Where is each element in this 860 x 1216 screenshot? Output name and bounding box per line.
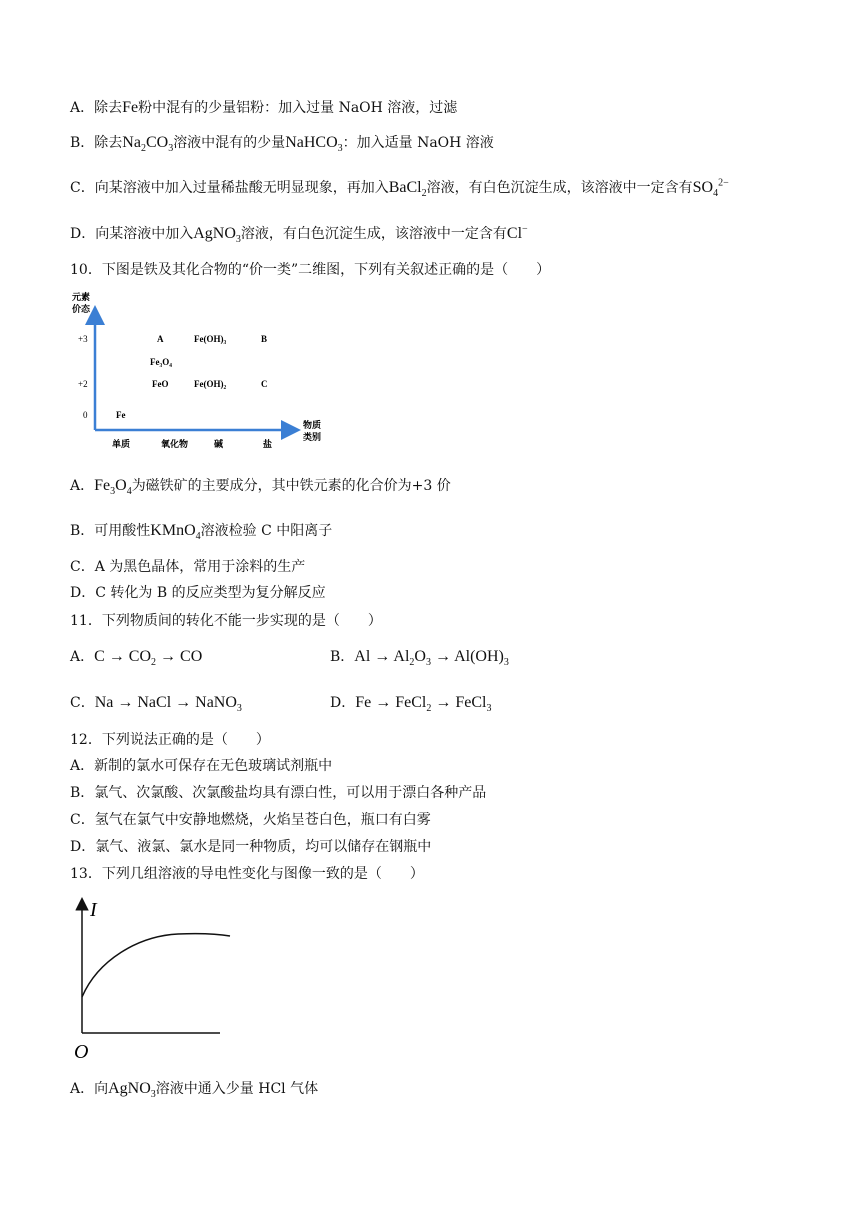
formula-bacl2: BaCl$_2$ bbox=[388, 179, 427, 200]
formula-sulfate-ion: $SO_4^{2-}$ bbox=[692, 177, 729, 200]
q10-option-b: B．可用酸性KMnO$_4$溶液检验 C 中阳离子 bbox=[70, 522, 333, 543]
point-feoh2: Fe(OH)₂ bbox=[194, 379, 227, 389]
formula-chloride-ion: Cl− bbox=[506, 223, 528, 242]
q12-option-d: D．氯气、液氯、氯水是同一种物质，均可以储存在钢瓶中 bbox=[70, 839, 432, 855]
point-feoh3: Fe(OH)₃ bbox=[194, 334, 227, 344]
x-tick-salt: 盐 bbox=[263, 439, 273, 449]
formula-na2co3: $Na_2CO_3$ bbox=[122, 134, 174, 155]
point-fe3o4: Fe₃O₄ bbox=[150, 357, 172, 367]
q11-option-b: B．$Al \to Al_2O_3 \to Al(OH)_3$ bbox=[330, 648, 509, 669]
q11-option-d: D．Fe → FeCl$_2$ → FeCl$_3$ bbox=[330, 694, 492, 715]
formula-kmno4: KMnO$_4$ bbox=[150, 522, 201, 543]
graph-origin-label: O bbox=[74, 1041, 89, 1063]
q11-stem: 11．下列物质间的转化不能一步实现的是（ ） bbox=[70, 613, 382, 629]
q11-option-a: A．$C \to CO_2$ → CO bbox=[70, 648, 203, 669]
q12-stem: 12．下列说法正确的是（ ） bbox=[70, 732, 270, 748]
iron-valence-class-diagram bbox=[68, 288, 328, 458]
point-c: C bbox=[261, 379, 268, 389]
q13-option-a: A．向AgNO$_3$溶液中通入少量 HCl 气体 bbox=[70, 1080, 319, 1101]
q13-stem: 13．下列几组溶液的导电性变化与图像一致的是（ ） bbox=[70, 866, 424, 882]
q10-option-c: C．A 为黑色晶体，常用于涂料的生产 bbox=[70, 559, 306, 575]
q10-option-a: A．$Fe_3O_4$为磁铁矿的主要成分，其中铁元素的化合价为+3 价 bbox=[70, 477, 451, 498]
x-tick-oxide: 氧化物 bbox=[161, 439, 189, 449]
x-axis-title-1: 物质 bbox=[303, 420, 322, 430]
q9-option-c: C．向某溶液中加入过量稀盐酸无明显现象，再加入BaCl$_2$溶液，有白色沉淀生成，该溶液中一定含有$SO_4^{2-}$ bbox=[70, 177, 729, 200]
q12-option-a: A．新制的氯水可保存在无色玻璃试剂瓶中 bbox=[70, 758, 333, 774]
q12-option-c: C．氢气在氯气中安静地燃烧，火焰呈苍白色，瓶口有白雾 bbox=[70, 812, 431, 828]
q9-option-a: A．除去Fe粉中混有的少量铝粉：加入过量 NaOH 溶液，过滤 bbox=[70, 99, 458, 116]
conductivity-graph bbox=[68, 894, 248, 1064]
y-axis-title-2: 价态 bbox=[72, 304, 91, 314]
q12-option-b: B．氯气、次氯酸、次氯酸盐均具有漂白性，可以用于漂白各种产品 bbox=[70, 785, 487, 801]
conductivity-curve bbox=[82, 934, 230, 997]
q11-option-c: C．Na → NaCl → NaNO$_3$ bbox=[70, 694, 242, 715]
point-feo: FeO bbox=[152, 379, 169, 389]
x-tick-base: 碱 bbox=[214, 439, 224, 449]
x-axis-title-2: 类别 bbox=[303, 432, 322, 442]
y-tick-plus3: +3 bbox=[78, 334, 88, 344]
graph-y-label: I bbox=[90, 899, 97, 921]
point-a: A bbox=[157, 334, 164, 344]
formula-agno3-2: AgNO$_3$ bbox=[108, 1080, 156, 1101]
point-b: B bbox=[261, 334, 268, 344]
y-tick-zero: 0 bbox=[83, 410, 88, 420]
formula-agno3: AgNO$_3$ bbox=[193, 225, 241, 246]
point-fe: Fe bbox=[116, 410, 126, 420]
y-tick-plus2: +2 bbox=[78, 379, 88, 389]
q9-option-d: D．向某溶液中加入AgNO$_3$溶液，有白色沉淀生成，该溶液中一定含有Cl− bbox=[70, 223, 528, 246]
q10-stem: 10．下图是铁及其化合物的“价一类”二维图，下列有关叙述正确的是（ ） bbox=[70, 262, 551, 278]
q9-option-b: B．除去$Na_2CO_3$溶液中混有的少量NaHCO$_3$：加入适量 NaOH 溶液 bbox=[70, 134, 494, 155]
q10-option-d: D．C 转化为 B 的反应类型为复分解反应 bbox=[70, 585, 326, 601]
y-axis-title-1: 元素 bbox=[72, 292, 91, 302]
x-tick-element: 单质 bbox=[112, 439, 131, 449]
formula-nahco3: NaHCO$_3$ bbox=[285, 134, 343, 155]
formula-fe3o4: $Fe_3O_4$ bbox=[94, 477, 132, 498]
